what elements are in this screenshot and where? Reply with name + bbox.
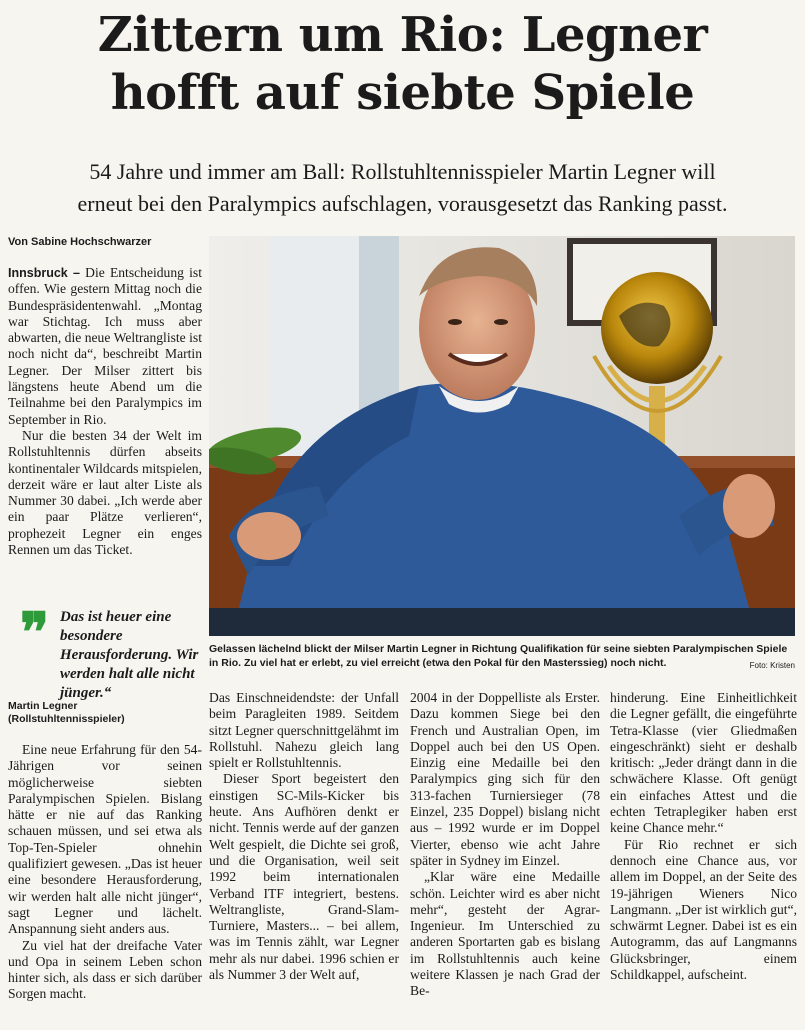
headline-line-2: hofft auf siebte Spiele [110,65,695,121]
paragraph: Das Einschneidendste: der Unfall beim Paragleiten 1989. Seitdem sitzt Legner querschnittgelähmt im Rollstuhl. Nahezu gleich lang spielt er Rollstuhltennis. [209,690,399,771]
headline [0,6,805,122]
column-3 [410,690,600,1025]
column-1-top [8,265,202,605]
photo-legner-with-trophy [209,236,795,636]
headline-line-1: Zittern um Rio: Legner [97,7,708,63]
byline: Von Sabine Hochschwarzer [8,236,152,248]
quote-author-name: Martin Legner [8,700,78,712]
article-photo [209,236,795,636]
quote-text: Das ist heuer eine besondere Herausforderung. Wir werden halt alle nicht jünger.“ [60,609,199,701]
column-2 [209,690,399,1025]
paragraph [8,265,202,428]
paragraph: Dieser Sport begeistert den einstigen SC-Mils-Kicker bis heute. Ans Aufhören denkt er nicht. Tennis werde auf der ganzen Welt gespielt, die Dichte sei groß, und die Organisation, weil seit 1992 beim internationalen Verband ITF integriert, bestens. Weltrangliste, Grand-Slam-Turniere, Masters... – bei allem, was im Tennis zählt, war Legner mehr als nur dabei. 1996 schien er als Nummer 3 der Welt auf, [209,771,399,983]
paragraph: „Klar wäre eine Medaille schön. Leichter wird es aber nicht mehr“, gesteht der Agrar-Ingenieur. Im Unterschied zu anderen Sportarten gab es bislang im Rollstuhltennis auch keine weitere Klassen je nach Grad der Be- [410,869,600,999]
subheadline [12,156,793,220]
dateline: Innsbruck – [8,266,80,280]
paragraph-text: Die Entscheidung ist offen. Wie gestern Mittag noch die Bundespräsidentenwahl. „Montag war Stichtag. Ich muss aber abwarten, die neue Weltrangliste ist noch nicht da“, beschreibt Martin Legner. Der Milser zittert bis längstens heute Abend um die Teilnahme bei den Paralympics im September in Rio. [8,265,202,427]
subhead-line-1: 54 Jahre und immer am Ball: Rollstuhltennisspieler Martin Legner will [89,159,716,184]
paragraph: Zu viel hat der dreifache Vater und Opa in seinem Leben schon hinter sich, als dass er sich darüber Sorgen macht. [8,937,202,1002]
paragraph: 2004 in der Doppelliste als Erster. Dazu kommen Siege bei den French und Australian Open, im Doppel auch bei den US Open. Einzig eine Medaille bei den Paralympics ging sich für den 313-fachen Turniersieger (78 Einzel, 235 Doppel) bislang nicht aus – 1992 wurde er im Doppel Vierter, ebenso wie acht Jahre später in Sydney im Einzel. [410,690,600,868]
column-4 [610,690,797,1025]
quote-author [8,700,208,726]
paragraph: Für Rio rechnet er sich dennoch eine Chance aus, vor allem im Doppel, an der Seite des 19-jährigen Wieners Nico Langmann. „Der ist wirklich gut“, schwärmt Legner. Dabei ist es ein Autogramm, das auf Langmanns Glücksbringer, einem Schildkappel, aufscheint. [610,836,797,983]
paragraph: Eine neue Erfahrung für den 54-Jährigen vor seinen möglicherweise siebten Paralympischen Spielen. Bislang hätte er nie auf das Ranking schauen müssen, und sei etwa als Top-Ten-Spieler ohnehin qualifiziert gewesen. „Das ist heuer eine besondere Herausforderung, wir werden halt alle nicht jünger“, sagt Legner und lächelt. Anspannung sieht anders aus. [8,742,202,937]
column-1-bottom [8,742,202,1022]
paragraph: Nur die besten 34 der Welt im Rollstuhltennis dürfen abseits kontinentaler Wildcards mitspielen, derzeit wäre er laut alter Liste als Nummer 30 dabei. „Ich werde aber ein paar Plätze verlieren“, prophezeit Legner ein enges Rennen um das Ticket. [8,427,202,558]
quote-author-role: (Rollstuhltennisspieler) [8,713,125,725]
subhead-line-2: erneut bei den Paralympics aufschlagen, vorausgesetzt das Ranking passt. [77,191,728,216]
photo-caption [209,642,795,673]
paragraph: hinderung. Eine Einheitlichkeit die Legner gefällt, die eingeführte Tetra-Klasse (vier Gliedmaßen eingeschränkt) sieht er deshalb kritisch: „Jeder drängt dann in die schwächere Klasse. Oft genügt ein einfaches Attest und die echten Tetraplegiker haben erst keine Chance mehr.“ [610,690,797,836]
caption-text: Gelassen lächelnd blickt der Milser Martin Legner in Richtung Qualifikation für seine siebten Paralympischen Spiele in Rio. Zu viel hat er erlebt, zu viel erreicht (etwa den Pokal für den Masterssieg) noch nicht. [209,643,788,669]
photo-credit: Foto: Kristen [749,661,795,670]
quote-mark-icon: ❞ [20,600,50,664]
